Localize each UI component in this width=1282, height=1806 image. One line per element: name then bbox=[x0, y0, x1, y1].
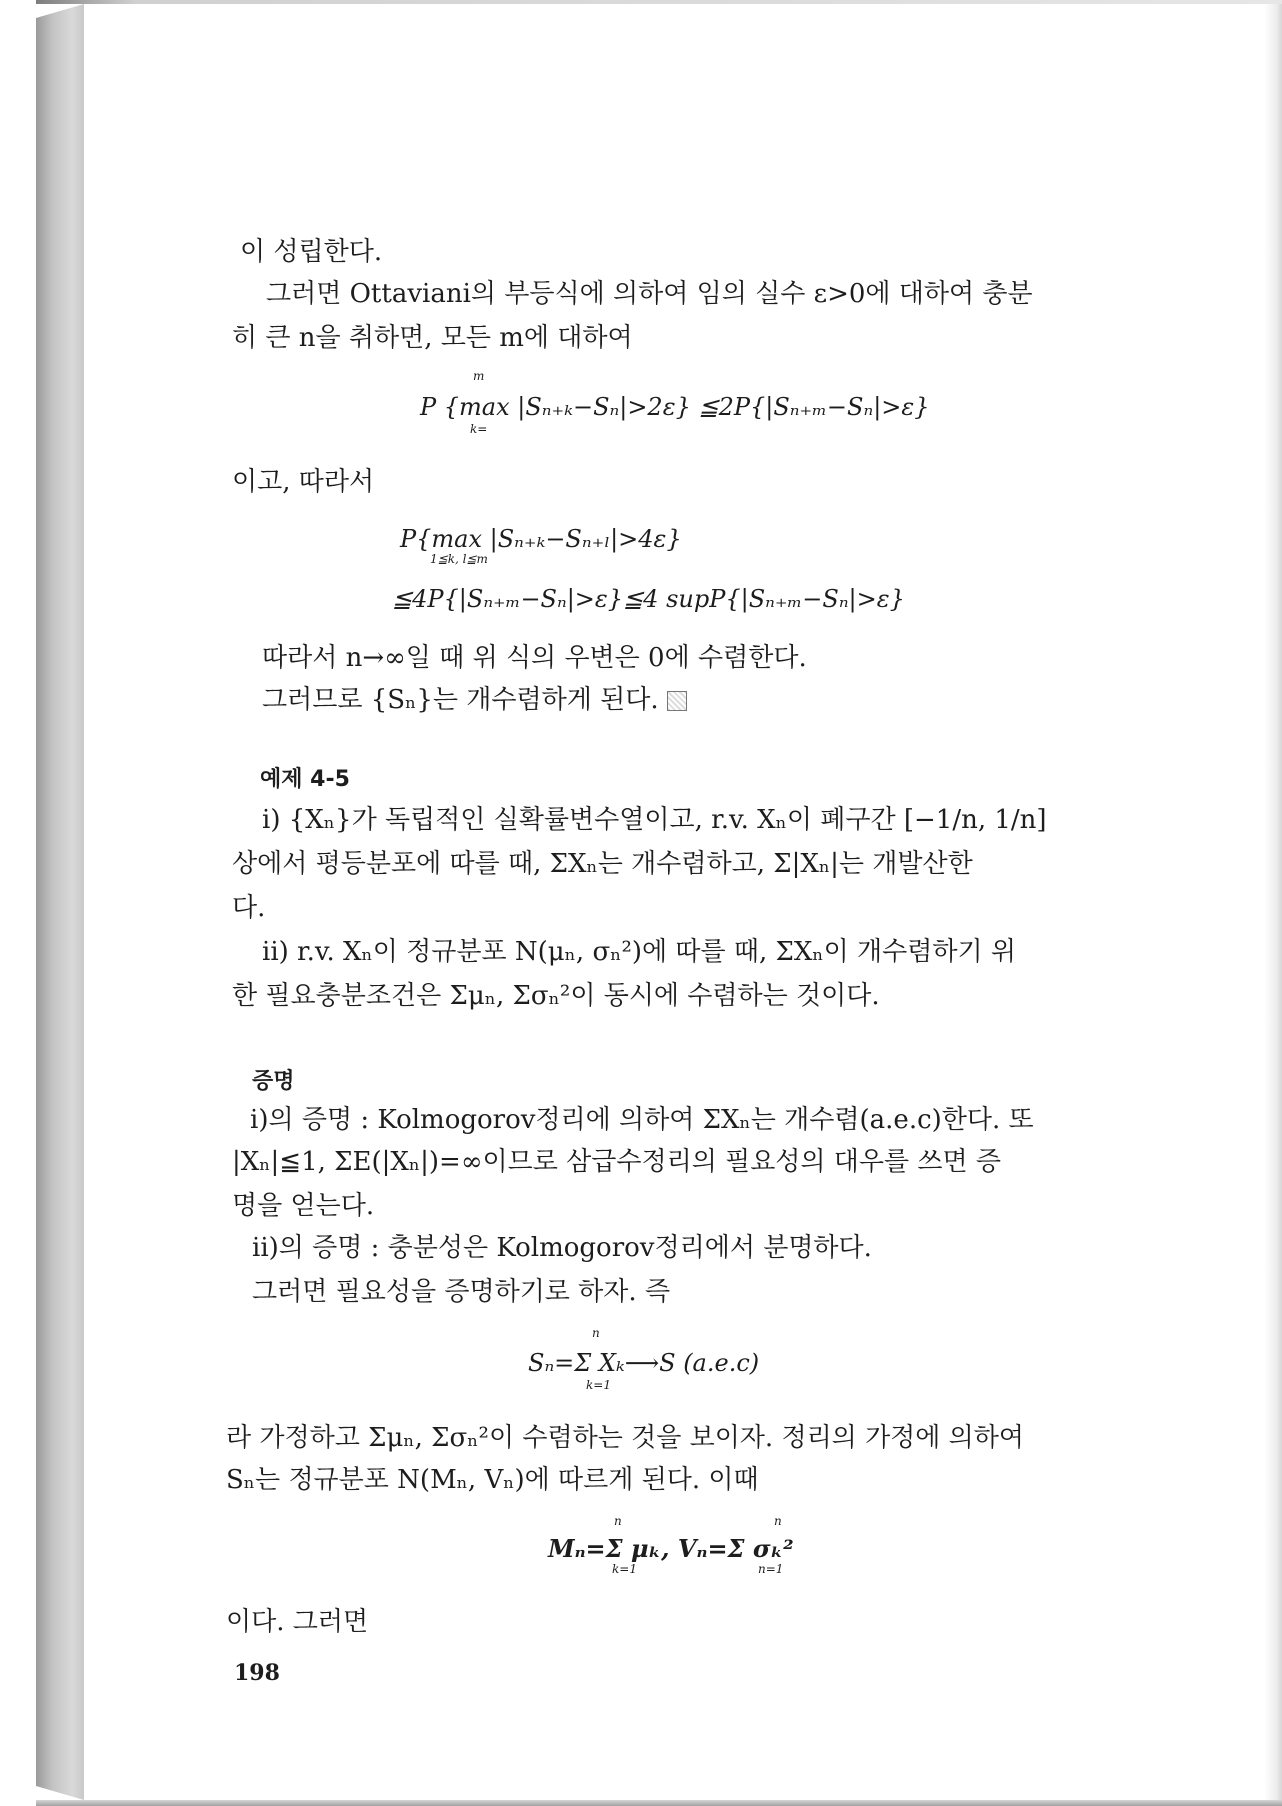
equation-4-superscript-1: n bbox=[614, 1514, 622, 1528]
equation-2a-subscript: 1≦k, l≦m bbox=[430, 552, 488, 566]
text-line-5: 따라서 n→∞일 때 위 식의 우변은 0에 수렴한다. bbox=[262, 643, 807, 673]
page-number: 198 bbox=[234, 1660, 280, 1686]
book-bottom-edge bbox=[36, 1800, 1282, 1806]
text-line-16: 그러면 필요성을 증명하기로 하자. 즉 bbox=[252, 1277, 671, 1307]
equation-4-subscript-2: n=1 bbox=[758, 1562, 784, 1576]
equation-1-subscript: k= bbox=[470, 422, 488, 436]
text-line-13: |Xₙ|≦1, ΣE(|Xₙ|)=∞이므로 삼급수정리의 필요성의 대우를 쓰면 증 bbox=[232, 1147, 1002, 1177]
equation-4: Mₙ=Σ μₖ, Vₙ=Σ σₖ² bbox=[548, 1534, 794, 1563]
text-line-12: i)의 증명 : Kolmogorov정리에 의하여 ΣXₙ는 개수렴(a.e.c)한다. 또 bbox=[250, 1105, 1034, 1135]
page-right-edge bbox=[1264, 4, 1282, 1800]
text-line-6: 그러므로 {Sₙ}는 개수렴하게 된다. bbox=[262, 684, 687, 716]
text-line-18: Sₙ는 정규분포 N(Mₙ, Vₙ)에 따르게 된다. 이때 bbox=[226, 1465, 759, 1495]
text-line-1: 이 성립한다. bbox=[240, 237, 383, 267]
equation-3-superscript: n bbox=[592, 1326, 600, 1340]
equation-3: Sₙ=Σ Xₖ⟶S (a.e.c) bbox=[528, 1349, 760, 1377]
equation-2a: P{max |Sₙ₊ₖ−Sₙ₊ₗ|>4ε} bbox=[400, 525, 682, 553]
equation-3-subscript: k=1 bbox=[586, 1378, 611, 1392]
text-line-17: 라 가정하고 Σμₙ, Σσₙ²이 수렴하는 것을 보이자. 정리의 가정에 의하여 bbox=[226, 1423, 1025, 1453]
equation-4-subscript-1: k=1 bbox=[612, 1562, 637, 1576]
text-line-11: 한 필요충분조건은 Σμₙ, Σσₙ²이 동시에 수렴하는 것이다. bbox=[232, 981, 880, 1011]
text-line-8: 상에서 평등분포에 따를 때, ΣXₙ는 개수렴하고, Σ|Xₙ|는 개발산한 bbox=[232, 849, 973, 879]
text-line-7: i) {Xₙ}가 독립적인 실확률변수열이고, r.v. Xₙ이 폐구간 [−1/n, 1/n] bbox=[262, 805, 1047, 835]
end-of-proof-icon bbox=[667, 691, 687, 711]
text-line-3: 히 큰 n을 취하면, 모든 m에 대하여 bbox=[232, 323, 633, 353]
text-line-9: 다. bbox=[232, 893, 266, 923]
equation-1: P {max |Sₙ₊ₖ−Sₙ|>2ε} ≦2P{|Sₙ₊ₘ−Sₙ|>ε} bbox=[420, 393, 930, 421]
equation-1-superscript: m bbox=[473, 369, 485, 383]
proof-heading: 증명 bbox=[252, 1069, 295, 1094]
text-line-14: 명을 얻는다. bbox=[232, 1191, 375, 1221]
text-line-4: 이고, 따라서 bbox=[232, 467, 375, 497]
text-line-15: ii)의 증명 : 충분성은 Kolmogorov정리에서 분명하다. bbox=[252, 1233, 872, 1263]
equation-4-superscript-2: n bbox=[774, 1514, 782, 1528]
equation-2b: ≦4P{|Sₙ₊ₘ−Sₙ|>ε}≦4 supP{|Sₙ₊ₘ−Sₙ|>ε} bbox=[392, 585, 905, 613]
text-line-10: ii) r.v. Xₙ이 정규분포 N(μₙ, σₙ²)에 따를 때, ΣXₙ이 개수렴하기 위 bbox=[262, 937, 1017, 967]
example-heading: 예제 4-5 bbox=[260, 767, 350, 792]
text-line-2: 그러면 Ottaviani의 부등식에 의하여 임의 실수 ε>0에 대하여 충분 bbox=[266, 279, 1033, 309]
book-spine bbox=[36, 4, 84, 1800]
text-line-19: 이다. 그러면 bbox=[226, 1607, 369, 1637]
